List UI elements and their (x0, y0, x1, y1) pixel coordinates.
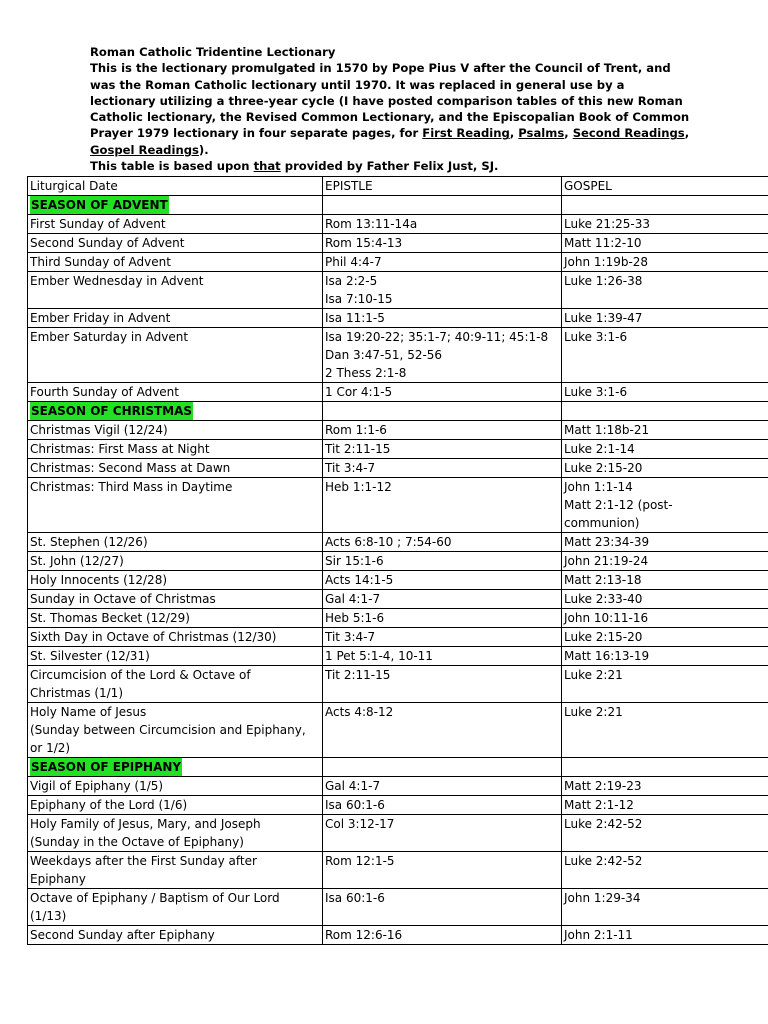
epistle-cell-line: Acts 14:1-5 (325, 573, 394, 587)
link-that[interactable]: that (253, 159, 281, 174)
gospel-cell (562, 383, 768, 402)
table-row (28, 552, 768, 571)
season-cell (28, 196, 323, 215)
season-heading: SEASON OF CHRISTMAS (31, 404, 193, 418)
link-first-reading[interactable]: First Reading (422, 126, 510, 141)
header-gospel: GOSPEL (562, 177, 768, 196)
gospel-cell-line: John 1:19b-28 (564, 255, 649, 269)
gospel-cell-line: Luke 2:42-52 (564, 817, 643, 831)
date-cell (28, 309, 323, 328)
epistle-cell (323, 309, 562, 328)
gospel-cell-line: Luke 2:33-40 (564, 592, 643, 606)
date-cell-line: St. Stephen (12/26) (30, 535, 148, 549)
table-row (28, 926, 768, 945)
date-cell (28, 552, 323, 571)
date-cell (28, 253, 323, 272)
page-title: Roman Catholic Tridentine Lectionary (90, 45, 336, 59)
date-cell-line: Octave of Epiphany / Baptism of Our Lord (30, 891, 280, 905)
table-row (28, 571, 768, 590)
gospel-cell (562, 309, 768, 328)
gospel-cell-line: Luke 2:21 (564, 668, 623, 682)
gospel-cell (562, 777, 768, 796)
table-row (28, 421, 768, 440)
gospel-cell (562, 215, 768, 234)
date-cell-line: Ember Saturday in Advent (30, 330, 189, 344)
epistle-cell (323, 666, 562, 703)
date-cell-line: Weekdays after the First Sunday after (30, 854, 257, 868)
date-cell (28, 703, 323, 758)
date-cell (28, 777, 323, 796)
gospel-cell (562, 609, 768, 628)
date-cell (28, 852, 323, 889)
gospel-cell-line: Luke 3:1-6 (564, 385, 628, 399)
source-text-c: This table is based upon (90, 159, 254, 174)
epistle-cell-line: Sir 15:1-6 (325, 554, 384, 568)
epistle-cell (323, 215, 562, 234)
date-cell-line: Holy Name of Jesus (30, 705, 147, 719)
season-heading: SEASON OF ADVENT (31, 198, 168, 212)
table-row (28, 309, 768, 328)
date-cell-line: (1/13) (30, 909, 67, 923)
table-row (28, 253, 768, 272)
gospel-cell-line: Luke 3:1-6 (564, 330, 628, 344)
table-row (28, 852, 768, 889)
gospel-cell-line: John 1:29-34 (564, 891, 641, 905)
epistle-cell-line: Phil 4:4-7 (325, 255, 382, 269)
gospel-cell-line: Matt 2:1-12 (564, 798, 634, 812)
epistle-cell-line: Isa 2:2-5 (325, 274, 378, 288)
season-heading: SEASON OF EPIPHANY (31, 760, 182, 774)
date-cell-line: Christmas: First Mass at Night (30, 442, 210, 456)
date-cell (28, 478, 323, 533)
date-cell-line: Christmas: Second Mass at Dawn (30, 461, 231, 475)
epistle-cell (323, 459, 562, 478)
date-cell (28, 609, 323, 628)
gospel-cell-line: Luke 2:42-52 (564, 854, 643, 868)
intro-text-a: This is the lectionary promulgated in 1570 by Pope Pius V after the Council of Trent, and was the Roman Catholic lectionary until 1970. It was replaced in general use by a lectionary utilizing a three-year cycle (I have posted comparison tables of this new Roman Catholic lectionary, the Revised Common Lectionary, and the Episcopalian Book of Common Prayer 1979 lectionary in four separate pages, for (90, 61, 690, 141)
gospel-cell-line: communion) (564, 516, 640, 530)
date-cell-line: Sunday in Octave of Christmas (30, 592, 216, 606)
gospel-cell (562, 926, 768, 945)
epistle-cell (323, 552, 562, 571)
date-cell-line: First Sunday of Advent (30, 217, 166, 231)
empty-cell (562, 758, 768, 777)
epistle-cell (323, 328, 562, 383)
table-row (28, 590, 768, 609)
season-cell (28, 402, 323, 421)
table-row (28, 628, 768, 647)
season-row (28, 402, 768, 421)
gospel-cell (562, 666, 768, 703)
epistle-cell-line: 2 Thess 2:1-8 (325, 366, 407, 380)
date-cell-line: (Sunday between Circumcision and Epiphany, (30, 723, 306, 737)
epistle-cell-line: Isa 7:10-15 (325, 292, 393, 306)
epistle-cell (323, 440, 562, 459)
epistle-cell-line: Rom 12:1-5 (325, 854, 395, 868)
table-row (28, 647, 768, 666)
table-row (28, 815, 768, 852)
gospel-cell-line: John 10:11-16 (564, 611, 649, 625)
date-cell (28, 272, 323, 309)
date-cell (28, 647, 323, 666)
date-cell-line: Third Sunday of Advent (30, 255, 171, 269)
epistle-cell-line: Gal 4:1-7 (325, 779, 381, 793)
intro-block (90, 44, 690, 174)
epistle-cell (323, 796, 562, 815)
date-cell-line: St. Thomas Becket (12/29) (30, 611, 190, 625)
link-gospel-readings[interactable]: Gospel Readings (90, 142, 199, 157)
date-cell (28, 383, 323, 402)
table-row (28, 459, 768, 478)
epistle-cell-line: Rom 15:4-13 (325, 236, 403, 250)
epistle-cell (323, 777, 562, 796)
table-row (28, 703, 768, 758)
season-cell (28, 758, 323, 777)
season-row (28, 758, 768, 777)
date-cell (28, 666, 323, 703)
gospel-cell-line: Matt 1:18b-21 (564, 423, 650, 437)
epistle-cell (323, 703, 562, 758)
date-cell-line: Christmas Vigil (12/24) (30, 423, 168, 437)
gospel-cell (562, 478, 768, 533)
source-text-d: provided by Father Felix Just, SJ. (280, 159, 499, 174)
link-second-readings[interactable]: Second Readings (572, 126, 685, 141)
epistle-cell (323, 478, 562, 533)
date-cell (28, 796, 323, 815)
gospel-cell (562, 459, 768, 478)
date-cell-line: Christmas: Third Mass in Daytime (30, 480, 233, 494)
gospel-cell (562, 571, 768, 590)
epistle-cell (323, 815, 562, 852)
epistle-cell (323, 272, 562, 309)
date-cell-line: (Sunday in the Octave of Epiphany) (30, 835, 244, 849)
gospel-cell (562, 647, 768, 666)
date-cell (28, 571, 323, 590)
gospel-cell (562, 253, 768, 272)
intro-sep-1: , (509, 126, 519, 141)
epistle-cell (323, 421, 562, 440)
epistle-cell-line: Heb 5:1-6 (325, 611, 385, 625)
epistle-cell (323, 253, 562, 272)
empty-cell (323, 402, 562, 421)
gospel-cell (562, 328, 768, 383)
epistle-cell-line: Tit 3:4-7 (325, 630, 376, 644)
gospel-cell-line: Luke 2:15-20 (564, 630, 643, 644)
header-liturgical-date: Liturgical Date (28, 177, 323, 196)
date-cell (28, 459, 323, 478)
table-row (28, 889, 768, 926)
date-cell-line: St. John (12/27) (30, 554, 124, 568)
epistle-cell (323, 234, 562, 253)
epistle-cell-line: Isa 60:1-6 (325, 798, 385, 812)
gospel-cell-line: Luke 2:21 (564, 705, 623, 719)
epistle-cell-line: Isa 19:20-22; 35:1-7; 40:9-11; 45:1-8 (325, 330, 549, 344)
table-row (28, 666, 768, 703)
gospel-cell (562, 234, 768, 253)
header-row (28, 177, 768, 196)
gospel-cell-line: Luke 1:39-47 (564, 311, 643, 325)
epistle-cell-line: Isa 11:1-5 (325, 311, 385, 325)
table-row (28, 478, 768, 533)
epistle-cell (323, 383, 562, 402)
epistle-cell-line: Rom 13:11-14a (325, 217, 418, 231)
date-cell-line: Holy Innocents (12/28) (30, 573, 168, 587)
table-row (28, 272, 768, 309)
date-cell-line: or 1/2) (30, 741, 71, 755)
date-cell-line: Second Sunday of Advent (30, 236, 185, 250)
date-cell (28, 590, 323, 609)
epistle-cell-line: Acts 6:8-10 ; 7:54-60 (325, 535, 452, 549)
date-cell-line: Ember Friday in Advent (30, 311, 171, 325)
gospel-cell-line: Luke 1:26-38 (564, 274, 643, 288)
gospel-cell (562, 533, 768, 552)
table-row (28, 383, 768, 402)
epistle-cell-line: Tit 3:4-7 (325, 461, 376, 475)
source-note (90, 158, 690, 174)
gospel-cell-line: Matt 16:13-19 (564, 649, 650, 663)
epistle-cell (323, 628, 562, 647)
empty-cell (323, 196, 562, 215)
date-cell (28, 533, 323, 552)
gospel-cell (562, 703, 768, 758)
gospel-cell-line: Matt 2:19-23 (564, 779, 642, 793)
date-cell (28, 889, 323, 926)
link-psalms[interactable]: Psalms (518, 126, 565, 141)
date-cell (28, 926, 323, 945)
gospel-cell-line: Luke 2:15-20 (564, 461, 643, 475)
table-row (28, 796, 768, 815)
gospel-cell-line: Matt 23:34-39 (564, 535, 650, 549)
epistle-cell-line: Gal 4:1-7 (325, 592, 381, 606)
date-cell (28, 328, 323, 383)
epistle-cell-line: Col 3:12-17 (325, 817, 395, 831)
epistle-cell-line: Heb 1:1-12 (325, 480, 392, 494)
epistle-cell (323, 926, 562, 945)
gospel-cell (562, 272, 768, 309)
gospel-cell-line: John 2:1-11 (564, 928, 633, 942)
epistle-cell-line: 1 Pet 5:1-4, 10-11 (325, 649, 433, 663)
empty-cell (562, 196, 768, 215)
date-cell-line: Epiphany of the Lord (1/6) (30, 798, 188, 812)
epistle-cell-line: Rom 1:1-6 (325, 423, 387, 437)
intro-sep-2: , (564, 126, 573, 141)
gospel-cell (562, 852, 768, 889)
epistle-cell (323, 889, 562, 926)
date-cell (28, 628, 323, 647)
gospel-cell-line: John 1:1-14 (564, 480, 633, 494)
date-cell-line: Ember Wednesday in Advent (30, 274, 204, 288)
date-cell-line: Second Sunday after Epiphany (30, 928, 215, 942)
gospel-cell-line: Luke 21:25-33 (564, 217, 650, 231)
date-cell-line: Vigil of Epiphany (1/5) (30, 779, 164, 793)
date-cell-line: St. Silvester (12/31) (30, 649, 150, 663)
epistle-cell-line: Tit 2:11-15 (325, 442, 391, 456)
gospel-cell (562, 440, 768, 459)
table-row (28, 533, 768, 552)
date-cell-line: Christmas (1/1) (30, 686, 123, 700)
gospel-cell-line: Matt 11:2-10 (564, 236, 642, 250)
header-epistle: EPISTLE (323, 177, 562, 196)
epistle-cell-line: Rom 12:6-16 (325, 928, 403, 942)
date-cell-line: Fourth Sunday of Advent (30, 385, 179, 399)
table-row (28, 440, 768, 459)
gospel-cell (562, 815, 768, 852)
intro-sep-3: , (684, 126, 690, 141)
epistle-cell-line: Acts 4:8-12 (325, 705, 394, 719)
empty-cell (562, 402, 768, 421)
gospel-cell (562, 889, 768, 926)
date-cell-line: Sixth Day in Octave of Christmas (12/30) (30, 630, 277, 644)
table-row (28, 777, 768, 796)
intro-text-b: ). (198, 142, 209, 157)
epistle-cell-line: Isa 60:1-6 (325, 891, 385, 905)
empty-cell (323, 758, 562, 777)
date-cell-line: Holy Family of Jesus, Mary, and Joseph (30, 817, 261, 831)
intro-paragraph (90, 60, 690, 158)
date-cell-line: Epiphany (30, 872, 86, 886)
epistle-cell (323, 609, 562, 628)
table-row (28, 215, 768, 234)
gospel-cell (562, 796, 768, 815)
epistle-cell (323, 647, 562, 666)
gospel-cell (562, 628, 768, 647)
date-cell (28, 421, 323, 440)
gospel-cell-line: Luke 2:1-14 (564, 442, 635, 456)
epistle-cell-line: Dan 3:47-51, 52-56 (325, 348, 443, 362)
date-cell (28, 234, 323, 253)
lectionary-table (27, 176, 768, 945)
epistle-cell (323, 533, 562, 552)
epistle-cell (323, 571, 562, 590)
date-cell-line: Circumcision of the Lord & Octave of (30, 668, 251, 682)
gospel-cell (562, 421, 768, 440)
gospel-cell (562, 552, 768, 571)
gospel-cell-line: John 21:19-24 (564, 554, 649, 568)
date-cell (28, 215, 323, 234)
date-cell (28, 440, 323, 459)
epistle-cell (323, 852, 562, 889)
season-row (28, 196, 768, 215)
gospel-cell (562, 590, 768, 609)
gospel-cell-line: Matt 2:13-18 (564, 573, 642, 587)
table-row (28, 609, 768, 628)
epistle-cell-line: Tit 2:11-15 (325, 668, 391, 682)
gospel-cell-line: Matt 2:1-12 (post- (564, 498, 673, 512)
epistle-cell (323, 590, 562, 609)
date-cell (28, 815, 323, 852)
epistle-cell-line: 1 Cor 4:1-5 (325, 385, 393, 399)
table-row (28, 328, 768, 383)
table-row (28, 234, 768, 253)
